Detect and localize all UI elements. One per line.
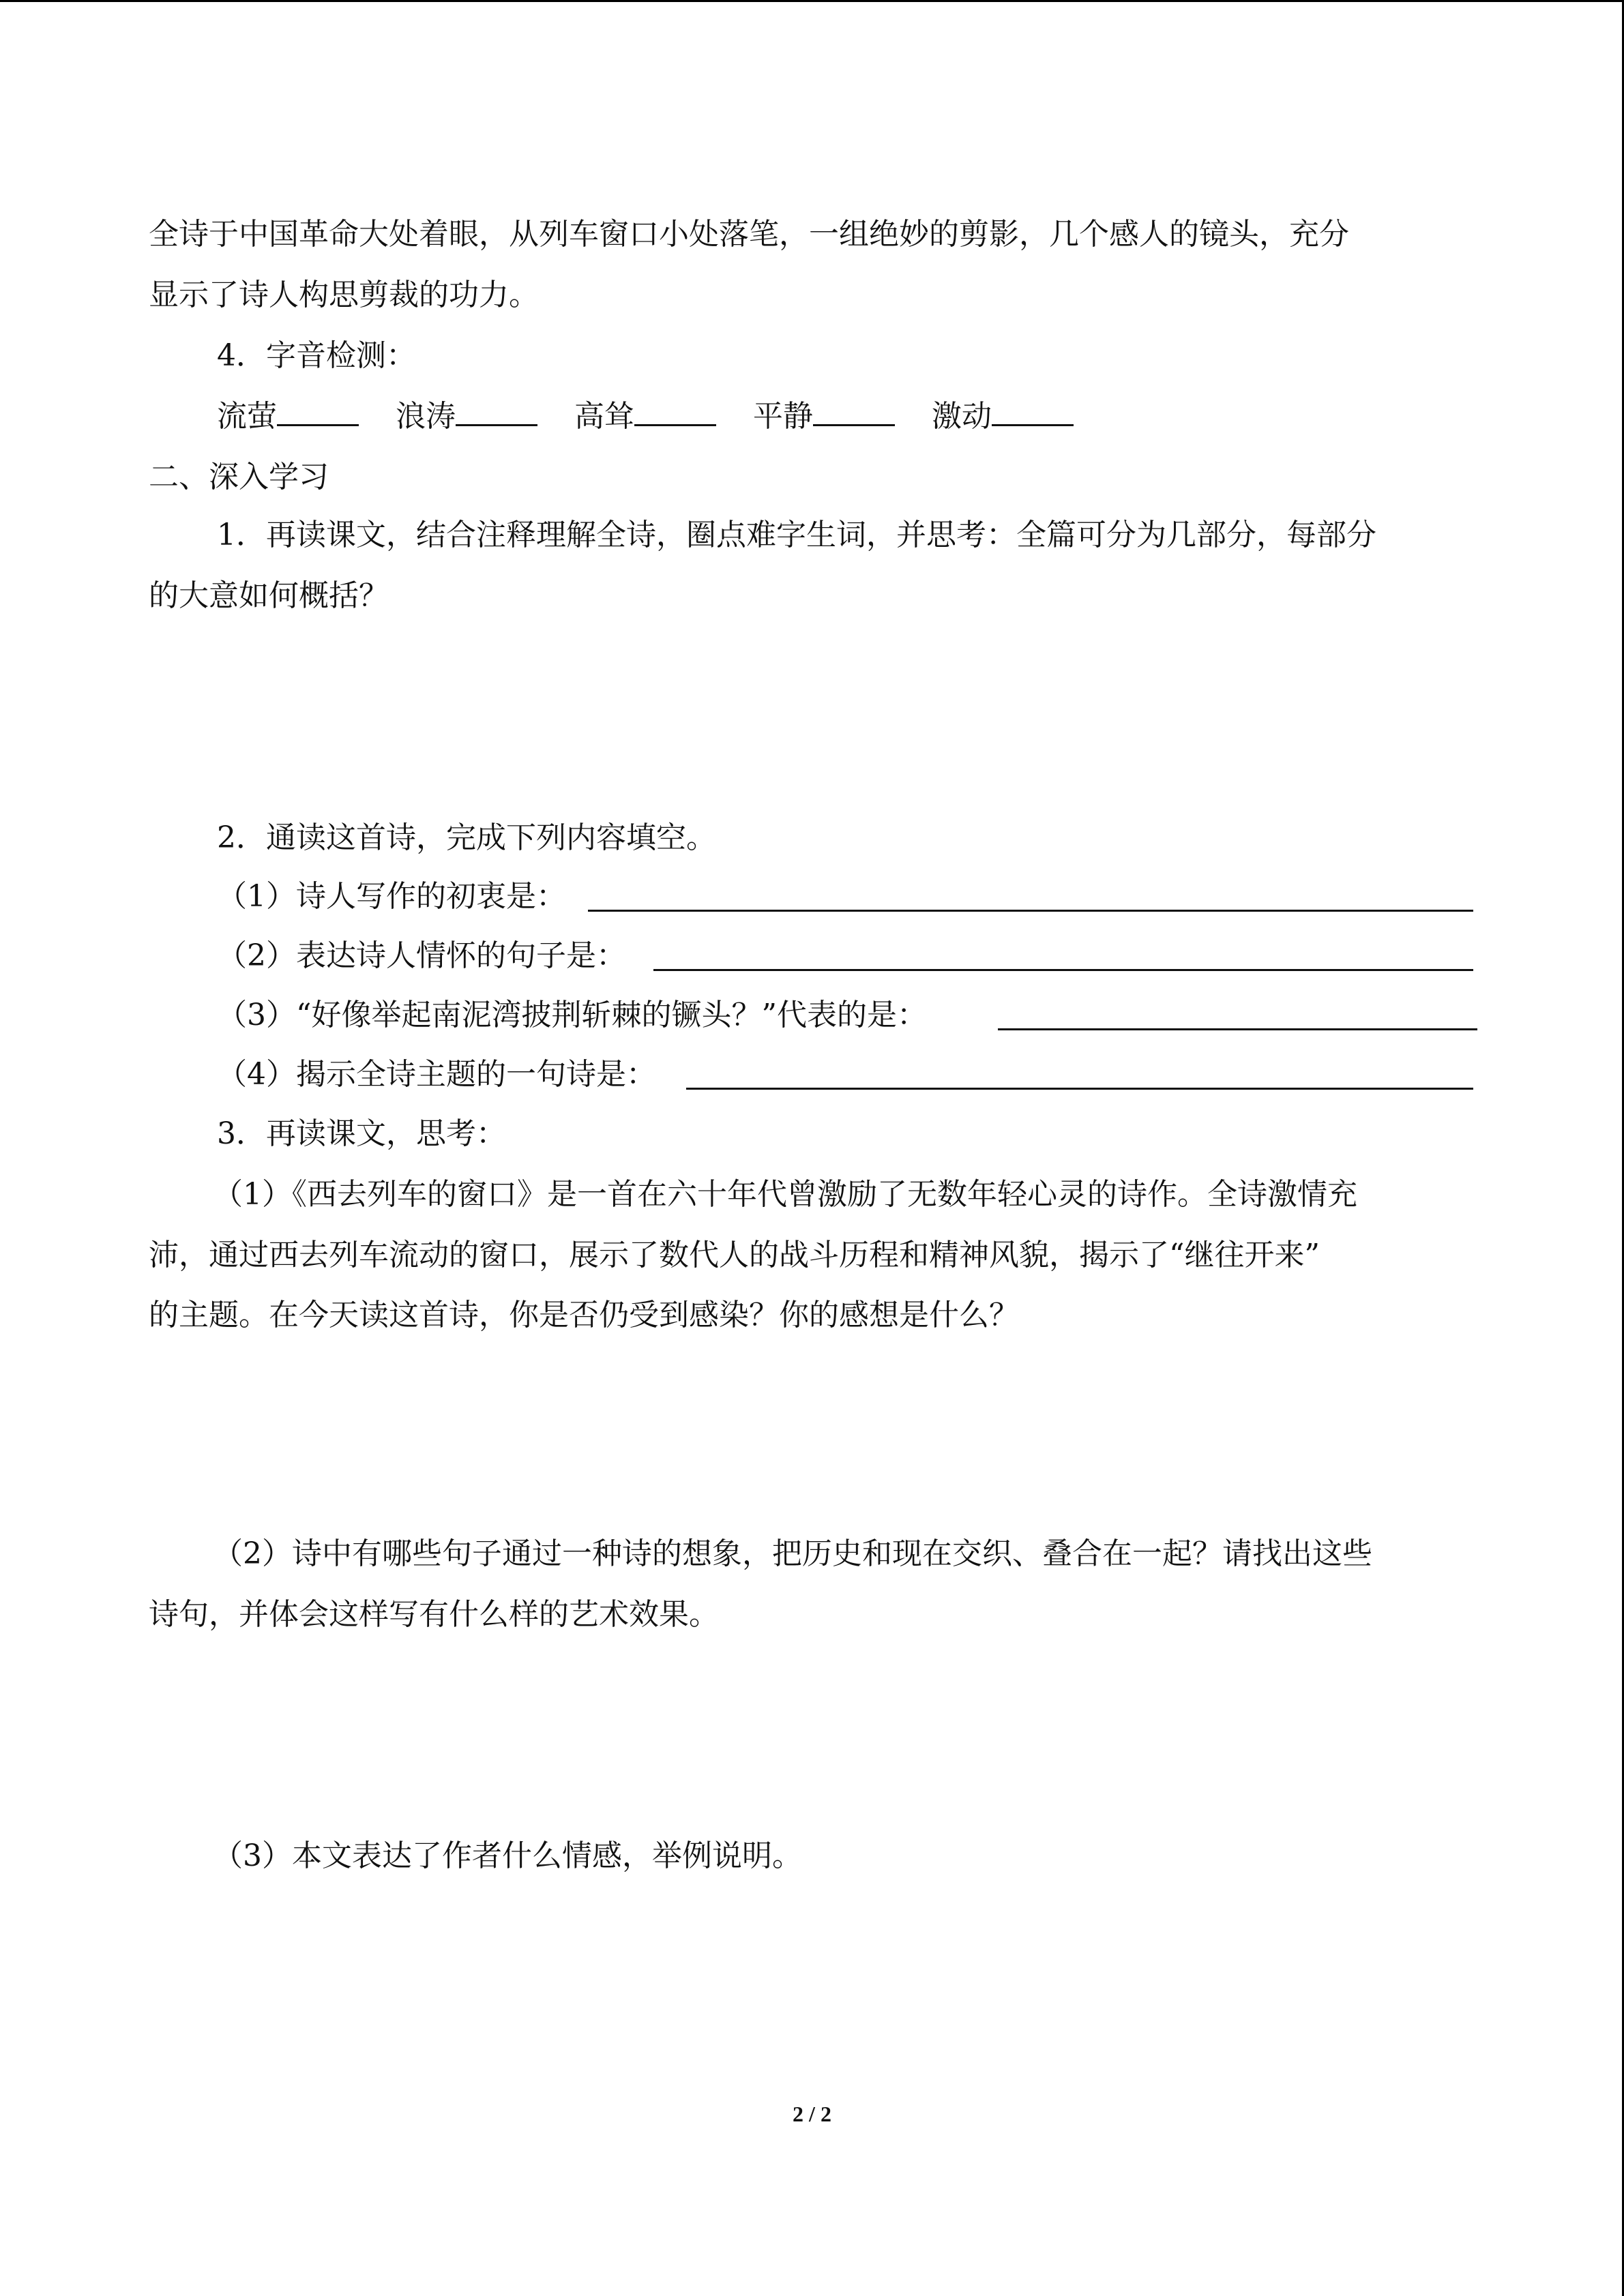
section-2-title: 二、深入学习 [149, 460, 329, 494]
s2-q2-answer-line-2[interactable] [653, 969, 1473, 971]
s2-q2-item-3: （3）“好像举起南泥湾披荆斩棘的镢头？”代表的是： [217, 998, 927, 1032]
s2-q2-answer-line-4[interactable] [686, 1088, 1473, 1090]
s2-q2-item-4: （4）揭示全诗主题的一句诗是： [217, 1057, 656, 1092]
s2-q2-answer-line-1[interactable] [588, 910, 1473, 912]
q4-word-2: 浪涛 [396, 399, 456, 434]
q4-blank-3[interactable] [634, 401, 716, 426]
s2-q1-line-2: 的大意如何概括？ [149, 578, 389, 613]
q4-word-4: 平静 [753, 399, 813, 434]
s2-q3-2-line-2: 诗句，并体会这样写有什么样的艺术效果。 [149, 1597, 719, 1632]
q4-blank-4[interactable] [813, 401, 895, 426]
q4-blank-2[interactable] [456, 401, 537, 426]
s2-q1-line-1: 1．再读课文，结合注释理解全诗，圈点难字生词，并思考：全篇可分为几部分，每部分 [217, 518, 1376, 552]
s2-q3-3: （3）本文表达了作者什么情感，举例说明。 [213, 1838, 802, 1873]
s2-q3-1-line-1: （1）《西去列车的窗口》是一首在六十年代曾激励了无数年轻心灵的诗作。全诗激情充 [213, 1177, 1357, 1212]
s2-q3-1-line-3: 的主题。在今天读这首诗，你是否仍受到感染？你的感想是什么？ [149, 1298, 1019, 1332]
intro-line-1: 全诗于中国革命大处着眼，从列车窗口小处落笔，一组绝妙的剪影，几个感人的镜头，充分 [149, 217, 1349, 252]
s2-q2-answer-line-3[interactable] [998, 1028, 1477, 1030]
s2-q3-2-line-1: （2）诗中有哪些句子通过一种诗的想象，把历史和现在交织、叠合在一起？请找出这些 [213, 1536, 1372, 1571]
q4-word-1: 流萤 [217, 399, 277, 434]
s2-q3-heading: 3．再读课文，思考： [217, 1116, 506, 1151]
q4-word-row [217, 396, 1074, 437]
q4-word-3: 高耸 [574, 399, 634, 434]
q4-blank-5[interactable] [992, 401, 1074, 426]
q4-heading: 4．字音检测： [217, 338, 416, 373]
s2-q3-1-line-2: 沛，通过西去列车流动的窗口，展示了数代人的战斗历程和精神风貌，揭示了“继往开来” [149, 1238, 1320, 1272]
q4-blank-1[interactable] [277, 401, 359, 426]
intro-line-2: 显示了诗人构思剪裁的功力。 [149, 278, 539, 312]
s2-q2-heading: 2．通读这首诗，完成下列内容填空。 [217, 820, 716, 855]
s2-q2-item-1: （1）诗人写作的初衷是： [217, 879, 566, 914]
q4-word-5: 激动 [932, 399, 992, 434]
page-number: 2 / 2 [793, 2102, 831, 2126]
s2-q2-item-2: （2）表达诗人情怀的句子是： [217, 938, 626, 973]
